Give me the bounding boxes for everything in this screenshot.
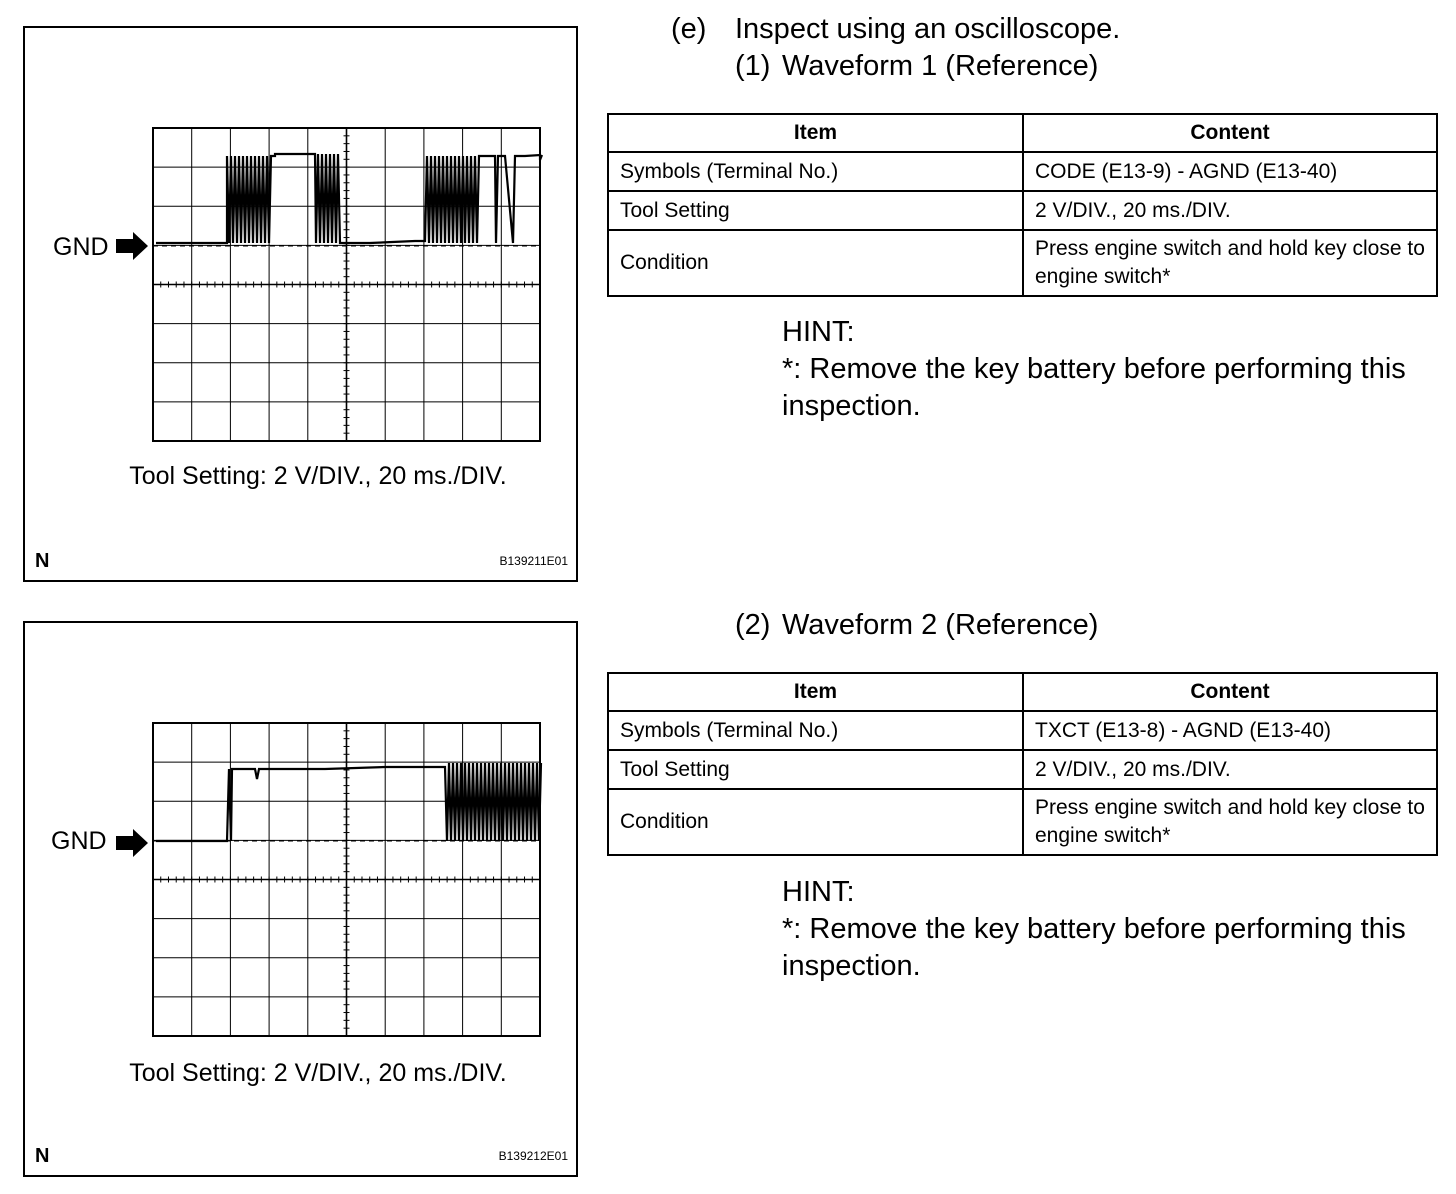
table-cell: Press engine switch and hold key close to engine switch* [1023,230,1437,296]
gnd-arrow-1 [116,232,148,260]
corner-mark-1: N [35,550,50,572]
column-header-content: Content [1023,673,1437,711]
waveform-1-number: (1) [735,50,771,82]
waveform-2-title: Waveform 2 (Reference) [782,609,1099,641]
waveform-2-number: (2) [735,609,771,641]
table-row [608,152,1437,191]
table-cell: Symbols (Terminal No.) [608,152,1023,191]
gnd-arrow-2 [116,829,148,857]
table-cell: Condition [608,789,1023,855]
waveform-1-heading [735,52,1098,81]
table-cell: 2 V/DIV., 20 ms./DIV. [1023,191,1437,230]
table-header-row [608,114,1437,152]
table-cell: Tool Setting [608,750,1023,789]
waveform-2-heading [735,611,1098,640]
signal-trace-2 [156,763,541,841]
table-header-row [608,673,1437,711]
graticule-1 [153,128,540,441]
table-row [608,750,1437,789]
gnd-label-1: GND [53,233,109,261]
hint-label-1: HINT: [782,316,855,348]
step-heading [671,15,1120,44]
table-cell: CODE (E13-9) - AGND (E13-40) [1023,152,1437,191]
table-cell: 2 V/DIV., 20 ms./DIV. [1023,750,1437,789]
hint-text-2: *: Remove the key battery before performing this inspection. [782,913,1406,982]
column-header-content: Content [1023,114,1437,152]
hint-text-1: *: Remove the key battery before performing this inspection. [782,353,1406,422]
hint-label-2: HINT: [782,876,855,908]
table-row [608,191,1437,230]
oscilloscope-screen-2 [25,623,580,1179]
table-cell: Condition [608,230,1023,296]
waveform-1-title: Waveform 1 (Reference) [782,50,1099,82]
oscilloscope-screen-1 [25,28,580,584]
table-cell: Tool Setting [608,191,1023,230]
corner-mark-2: N [35,1145,50,1167]
waveform-1-hint [782,314,1442,425]
column-header-item: Item [608,673,1023,711]
tool-setting-caption-2: Tool Setting: 2 V/DIV., 20 ms./DIV. [129,1059,507,1087]
figure-id-1: B139211E01 [499,554,568,568]
gnd-label-2: GND [51,827,107,855]
waveform-1-spec-table [607,113,1438,297]
table-row [608,711,1437,750]
step-label: (e) [671,13,707,45]
waveform-2-spec-table [607,672,1438,856]
waveform-2-figure [23,621,578,1177]
tool-setting-caption-1: Tool Setting: 2 V/DIV., 20 ms./DIV. [129,462,507,490]
table-cell: TXCT (E13-8) - AGND (E13-40) [1023,711,1437,750]
table-cell: Press engine switch and hold key close to engine switch* [1023,789,1437,855]
table-row [608,789,1437,855]
column-header-item: Item [608,114,1023,152]
table-cell: Symbols (Terminal No.) [608,711,1023,750]
step-text: Inspect using an oscilloscope. [735,13,1121,45]
figure-id-2: B139212E01 [498,1149,568,1163]
waveform-2-hint [782,874,1442,985]
table-row [608,230,1437,296]
waveform-1-figure [23,26,578,582]
